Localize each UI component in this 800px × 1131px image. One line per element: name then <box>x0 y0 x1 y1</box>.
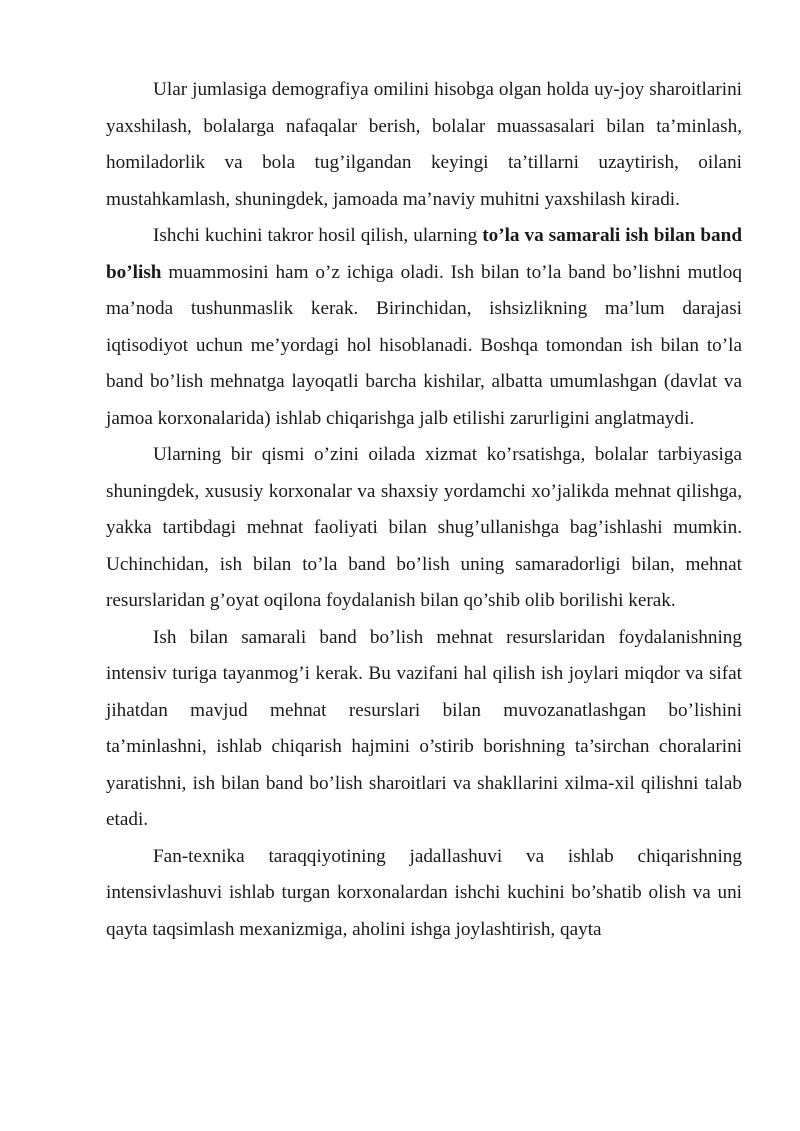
paragraph-full-employment <box>106 218 742 437</box>
bold-term-full-employment: to’la va samarali ish bilan band bo’lish <box>106 225 742 283</box>
document-page <box>106 72 742 948</box>
paragraph-housing-demography: Ular jumlasiga demografiya omilini hisobga olgan holda uy-joy sharoitlarini yaxshilash, bolalarga nafaqalar berish, bolalar muassasalari bilan ta’minlash, homiladorlik va bola tug’ilgandan keyingi ta’tillarni uzaytirish, oilani mustahkamlash, shuningdek, jamoada ma’naviy muhitni yaxshilash kiradi. <box>106 79 742 210</box>
paragraph-household-work: Ularning bir qismi o’zini oilada xizmat ko’rsatishga, bolalar tarbiyasiga shuningdek, xususiy korxonalar va shaxsiy yordamchi xo’jalikda mehnat qilishga, yakka tartibdagi mehnat faoliyati bilan shug’ullanishga bag’ishlashi mumkin. Uchinchidan, ish bilan to’la band bo’lish uning samaradorligi bilan, mehnat resurslaridan g’oyat oqilona foydalanish bilan qo’shib olib borilishi kerak. <box>106 444 742 611</box>
paragraph-scientific-progress: Fan-texnika taraqqiyotining jadallashuvi va ishlab chiqarishning intensivlashuvi ishlab turgan korxonalardan ishchi kuchini bo’shatib olish va uni qayta taqsimlash mexanizmiga, aholini ishga joylashtirish, qayta <box>106 845 742 940</box>
paragraph-full-employment-intro: Ishchi kuchini takror hosil qilish, ularning <box>153 225 483 246</box>
paragraph-full-employment-body: muammosini ham o’z ichiga oladi. Ish bilan to’la band bo’lishni mutloq ma’noda tushunmaslik kerak. Birinchidan, ishsizlikning ma’lum darajasi iqtisodiyot uchun me’yordagi hol hisoblanadi. Boshqa tomondan ish bilan to’la band bo’lish mehnatga layoqatli barcha kishilar, albatta umumlashgan (davlat va jamoa korxonalarida) ishlab chiqarishga jalb etilishi zarurligini anglatmaydi. <box>106 261 742 429</box>
paragraph-effective-employment: Ish bilan samarali band bo’lish mehnat resurslaridan foydalanishning intensiv turiga tayanmog’i kerak. Bu vazifani hal qilish ish joylari miqdor va sifat jihatdan mavjud mehnat resurslari bilan muvozanatlashgan bo’lishini ta’minlashni, ishlab chiqarish hajmini o’stirib borishning ta’sirchan choralarini yaratishni, ish bilan band bo’lish sharoitlari va shakllarini xilma-xil qilishni talab etadi. <box>106 626 742 830</box>
